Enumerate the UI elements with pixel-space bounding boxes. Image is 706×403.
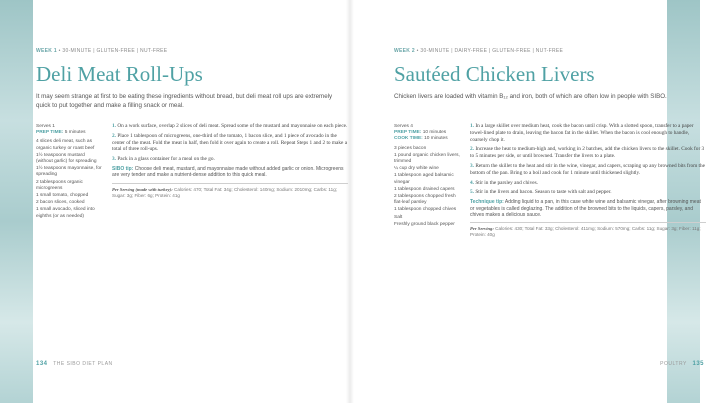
ingredient-item: 1 small avocado, sliced into eighths (or as needed) <box>36 207 95 219</box>
ingredient-item: 1 tablespoon chopped chives <box>394 207 457 213</box>
cook-time <box>394 136 460 142</box>
prep-time-value: 10 minutes <box>422 130 447 136</box>
ingredient-item: 1 tablespoon drained capers <box>394 186 455 192</box>
step-number: 1. <box>112 123 116 129</box>
prep-time-value: 5 minutes <box>64 130 86 136</box>
week-tag: WEEK 1 <box>36 48 57 54</box>
ingredient-item: Freshly ground black pepper <box>394 221 455 227</box>
step-text: On a work surface, overlap 2 slices of deli meat. Spread some of the mustard and mayonnaise on each piece. <box>117 123 348 129</box>
tip-text: Adding liquid to a pan, in this case white wine and balsamic vinegar, after browning meat or vegetables is called deglazing. The addition of the browned bits to the liquids, capers, parsley, and chives makes a delicious sauce. <box>470 199 701 218</box>
ingredient-item: 2 tablespoons organic microgreens <box>36 179 83 191</box>
ingredient-item: 1 pound organic chicken livers, trimmed <box>394 152 460 165</box>
divider <box>112 183 348 184</box>
cook-time-label: COOK TIME: <box>394 136 423 142</box>
divider <box>470 222 706 223</box>
ingredient-item: 1½ teaspoons mustard (without garlic) for spreading <box>36 152 97 165</box>
recipe-steps <box>470 123 706 238</box>
diet-tags: • 30-MINUTE | DAIRY-FREE | GLUTEN-FREE | NUT-FREE <box>414 48 564 54</box>
ingredient-item: 1 tablespoon aged balsamic vinegar <box>394 173 454 185</box>
recipe-sidebar <box>394 124 460 229</box>
step-text: Stir in the parsley and chives. <box>475 179 538 186</box>
recipe-intro: Chicken livers are loaded with vitamin B₁₂ and iron, both of which are often low in people with SIBO. <box>394 93 667 100</box>
step-text: Place 1 tablespoon of microgreens, one-third of the tomato, 1 bacon slice, and 1 piece of avocado in the center of the meat. Fold the meat in half, then fold it over again to create a roll. Repeat Steps 1 and 2 to make a total of three roll-ups. <box>112 132 348 153</box>
step-item <box>112 156 348 163</box>
page-number: 135 <box>692 361 704 367</box>
chapter-title: POULTRY <box>660 361 687 367</box>
book-title: THE SIBO DIET PLAN <box>53 361 113 367</box>
tip-label: Technique tip: <box>470 199 504 206</box>
nutrition-text: Calories: 470; Total Fat: 34g; Cholesterol: 140mg; Sodium: 2010mg; Carbs: 11g; Sugar: 3g; Fiber: 6g; Protein: 41g <box>112 186 338 198</box>
prep-time-label: PREP TIME: <box>394 130 422 136</box>
ingredient-item: 3 pieces bacon <box>394 145 427 151</box>
step-number: 1. <box>470 123 474 129</box>
step-number: 3. <box>112 156 116 163</box>
step-item <box>112 133 348 153</box>
ingredient-item: 1 small tomato, chopped <box>36 193 89 199</box>
recipe-tip <box>470 199 706 218</box>
diet-tags: • 30-MINUTE | GLUTEN-FREE | NUT-FREE <box>56 48 168 54</box>
prep-time-label: PREP TIME: <box>36 130 64 136</box>
book-gutter <box>346 0 354 403</box>
nutrition-info <box>112 187 348 199</box>
step-number: 4. <box>470 179 474 186</box>
page-footer <box>36 361 113 367</box>
step-number: 5. <box>470 189 474 196</box>
ingredient-list <box>394 146 460 228</box>
watercolor-edge-left <box>0 0 33 403</box>
step-text: In a large skillet over medium heat, cook the bacon until crisp. With a slotted spoon, transfer to a paper towel-lined plate to drain, leaving the bacon fat in the skillet. When the bacon is cool enough to handle, coarsely chop it. <box>470 123 694 143</box>
right-page <box>394 0 704 403</box>
ingredient-list <box>36 139 102 219</box>
step-text: Increase the heat to medium-high and, working in 2 batches, add the chicken livers to the skillet. Cook for 3 to 5 minutes per side, or until browned. Transfer the livers to a plate. <box>470 146 705 160</box>
step-text: Stir in the livers and bacon. Season to taste with salt and pepper. <box>475 189 612 196</box>
ingredient-item: ¼ cup dry white wine <box>394 166 439 172</box>
ingredient-item: Salt <box>394 214 403 220</box>
tip-text: Choose deli meat, mustard, and mayonnaise made without added garlic or onion. Microgreens are very tender and make a nutrient-dense addition to this quick meal. <box>112 165 344 179</box>
page-number: 134 <box>36 361 48 367</box>
recipe-sidebar <box>36 124 102 221</box>
recipe-tags <box>36 48 167 54</box>
serves-text: Serves 4 <box>394 124 413 129</box>
step-item <box>470 189 706 196</box>
nutrition-info <box>470 226 706 238</box>
ingredient-item: 2 bacon slices, cooked <box>36 200 85 206</box>
recipe-intro: It may seem strange at first to be eating these ingredients without bread, but deli meat roll ups are extremely quick to put together and make a filling snack or meal. <box>36 93 333 109</box>
step-item <box>470 146 706 160</box>
step-number: 2. <box>112 132 116 139</box>
ingredient-item: 4 slices deli meat, such as organic turkey or roast beef <box>36 139 95 151</box>
serves-text: Serves 1 <box>36 124 55 129</box>
step-item <box>112 123 348 130</box>
nutrition-label: Per Serving (made with turkey): <box>112 186 173 192</box>
recipe-steps <box>112 123 348 199</box>
cook-time-value: 10 minutes <box>424 136 448 142</box>
recipe-tip <box>112 166 348 179</box>
step-number: 3. <box>470 162 474 169</box>
step-item <box>470 180 706 187</box>
nutrition-label: Per Serving: <box>470 226 494 232</box>
nutrition-text: Calories: 430; Total Fat: 33g; Cholesterol: 411mg; Sodium: 570mg; Carbs: 11g; Sugar: 3g; Fiber: 11g; Protein: 40g <box>470 226 701 238</box>
step-number: 2. <box>470 146 474 153</box>
step-text: Return the skillet to the heat and stir in the wine, vinegar, and capers, scraping up any browned bits from the bottom of the pan. Bring to a boil and cook for 1 minute until thickened slightly. <box>470 162 706 176</box>
week-tag: WEEK 2 <box>394 48 415 54</box>
step-item <box>470 123 706 143</box>
tip-label: SIBO tip: <box>112 165 134 172</box>
left-page <box>36 0 346 403</box>
step-item <box>470 163 706 177</box>
recipe-title: Sautéed Chicken Livers <box>394 62 595 86</box>
recipe-tags <box>394 48 563 54</box>
prep-time <box>36 130 102 136</box>
ingredient-item: 2 tablespoons chopped fresh flat-leaf parsley <box>394 194 456 206</box>
recipe-title: Deli Meat Roll-Ups <box>36 62 203 86</box>
step-text: Pack in a glass container for a meal on the go. <box>117 156 215 163</box>
ingredient-item: 1½ teaspoons mayonnaise, for spreading <box>36 166 102 178</box>
page-footer <box>660 361 704 367</box>
